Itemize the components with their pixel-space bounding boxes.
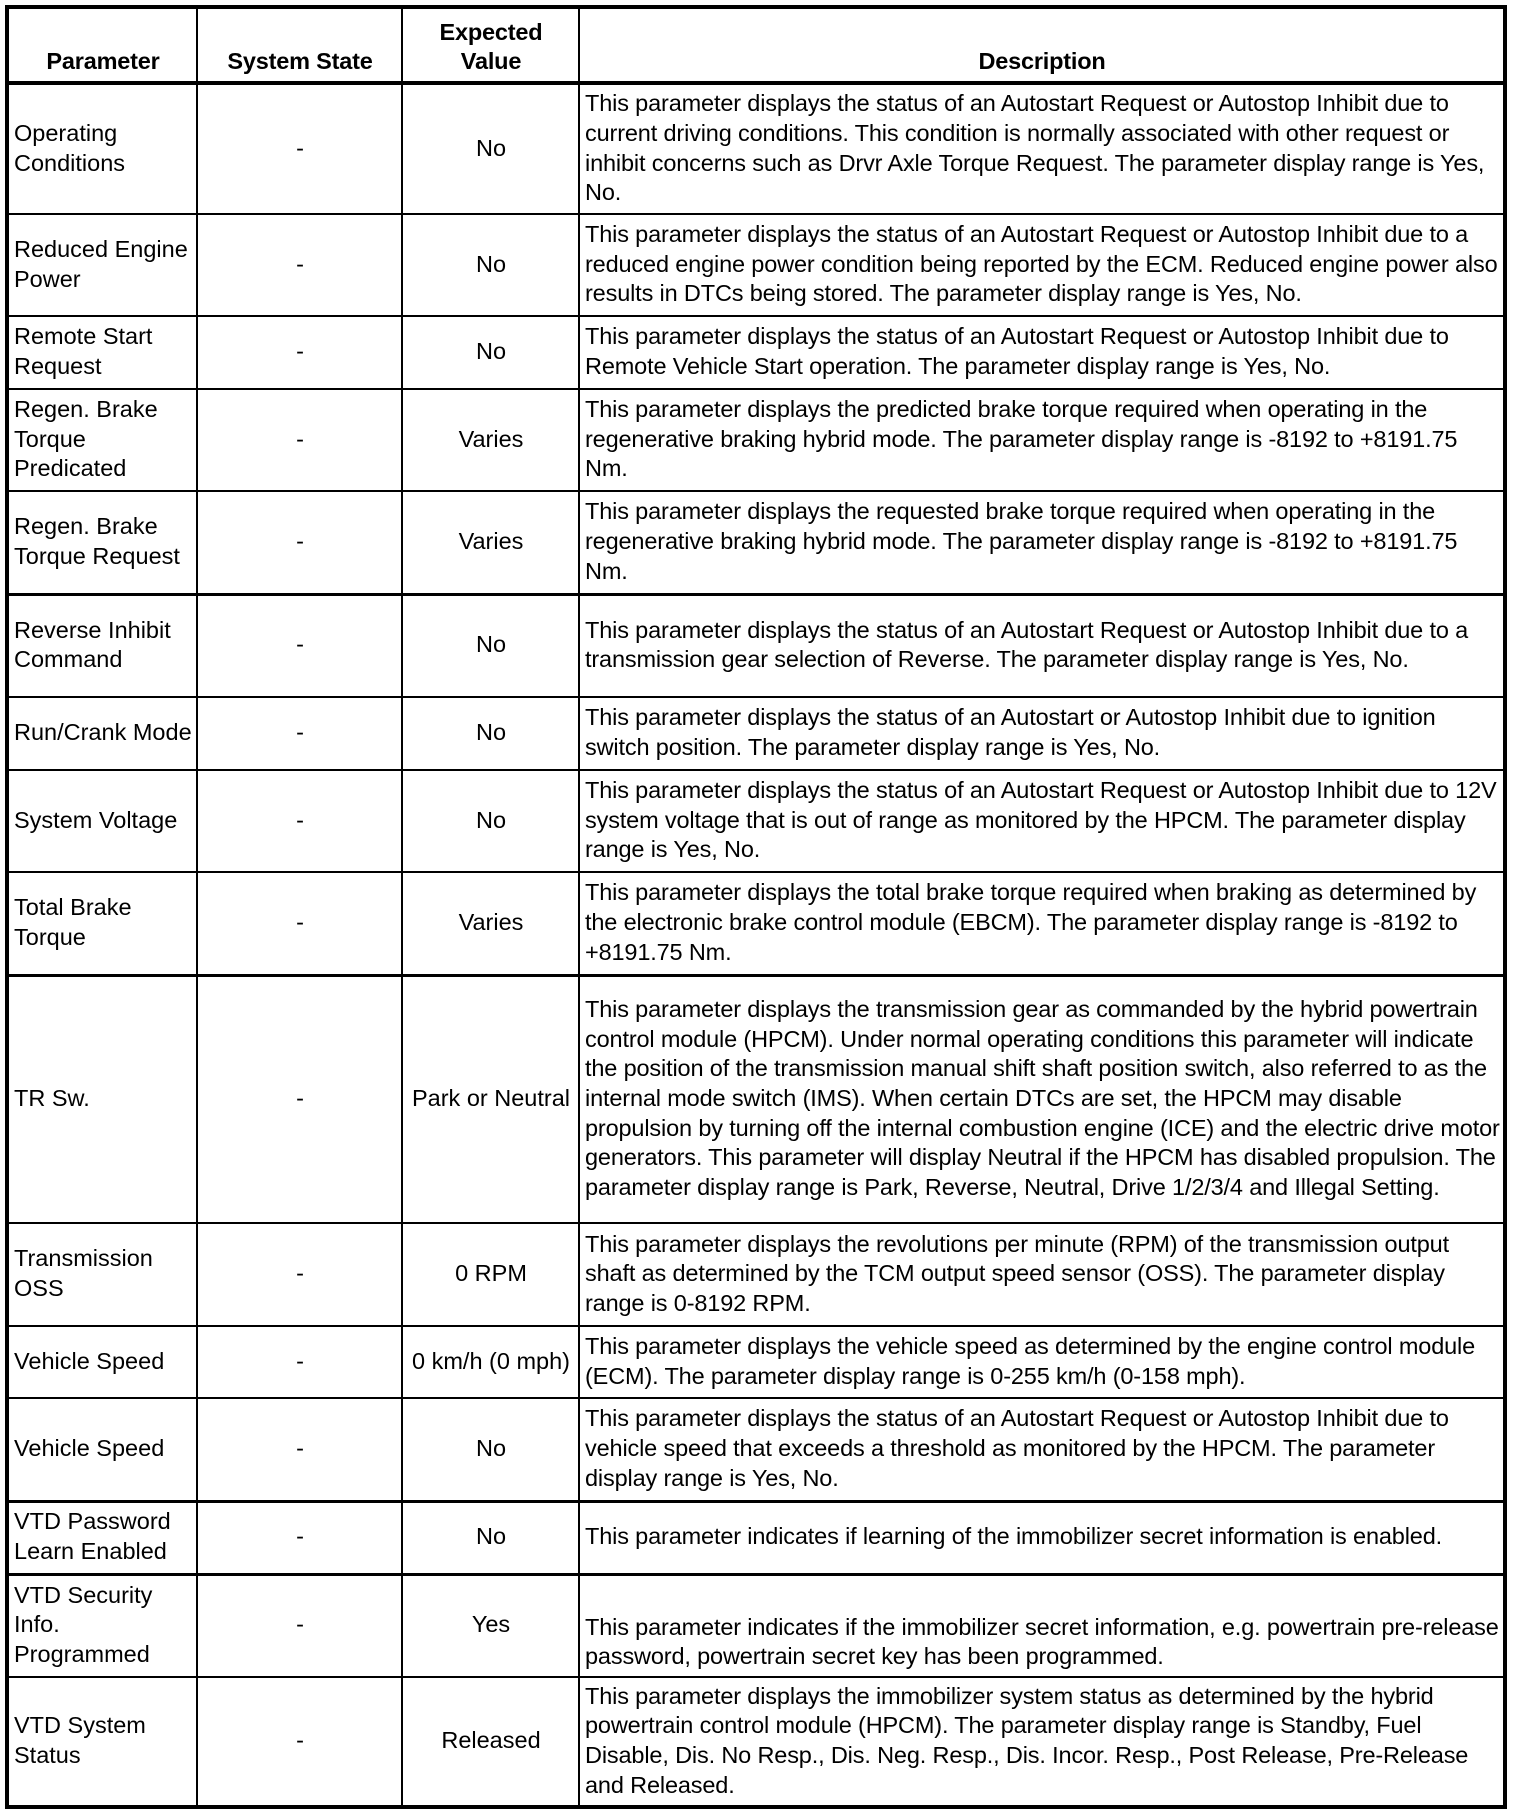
cell-description: This parameter displays the status of an Autostart Request or Autostop Inhibit due to a reduced engine power condition being reported by the ECM. Reduced engine power also results in DTCs being stored. The parameter display range is Yes, No. xyxy=(579,214,1505,316)
cell-parameter: Regen. Brake Torque Request xyxy=(7,491,197,594)
table-row xyxy=(7,1501,1505,1574)
cell-expected-value: Varies xyxy=(402,491,579,594)
cell-expected-value: No xyxy=(402,1501,579,1574)
cell-parameter: Vehicle Speed xyxy=(7,1326,197,1398)
cell-parameter: Reduced Engine Power xyxy=(7,214,197,316)
table-row xyxy=(7,1398,1505,1501)
cell-parameter: Reverse Inhibit Command xyxy=(7,594,197,697)
table-row xyxy=(7,83,1505,214)
header-row xyxy=(7,7,1505,83)
header-description: Description xyxy=(579,7,1505,83)
cell-description: This parameter displays the total brake torque required when braking as determined by the electronic brake control module (EBCM). The parameter display range is -8192 to +8191.75 Nm. xyxy=(579,872,1505,975)
cell-expected-value: No xyxy=(402,316,579,389)
cell-parameter: System Voltage xyxy=(7,770,197,872)
cell-expected-value: No xyxy=(402,594,579,697)
table-row xyxy=(7,316,1505,389)
table-row xyxy=(7,975,1505,1223)
cell-parameter: Vehicle Speed xyxy=(7,1398,197,1501)
cell-expected-value: 0 km/h (0 mph) xyxy=(402,1326,579,1398)
cell-description: This parameter displays the transmission gear as commanded by the hybrid powertrain control module (HPCM). Under normal operating conditions this parameter will indicate the position of the transmission manual shift shaft position switch, also referred to as the internal mode switch (IMS). When certain DTCs are set, the HPCM may disable propulsion by turning off the internal combustion engine (ICE) and the electric drive motor generators. This parameter will display Neutral if the HPCM has disabled propulsion. The parameter display range is Park, Reverse, Neutral, Drive 1/2/3/4 and Illegal Setting. xyxy=(579,975,1505,1223)
cell-description: This parameter displays the status of an Autostart Request or Autostop Inhibit due to Remote Vehicle Start operation. The parameter display range is Yes, No. xyxy=(579,316,1505,389)
table-row xyxy=(7,1574,1505,1677)
cell-system-state: - xyxy=(197,1677,402,1807)
cell-description: This parameter displays the revolutions per minute (RPM) of the transmission output shaft as determined by the TCM output speed sensor (OSS). The parameter display range is 0-8192 RPM. xyxy=(579,1223,1505,1326)
cell-system-state: - xyxy=(197,316,402,389)
cell-expected-value: Park or Neutral xyxy=(402,975,579,1223)
cell-parameter: Run/Crank Mode xyxy=(7,697,197,770)
table-row xyxy=(7,491,1505,594)
cell-description: This parameter displays the status of an Autostart Request or Autostop Inhibit due to 12V system voltage that is out of range as monitored by the HPCM. The parameter display range is Yes, No. xyxy=(579,770,1505,872)
cell-system-state: - xyxy=(197,214,402,316)
header-system-state: System State xyxy=(197,7,402,83)
cell-description: This parameter indicates if learning of the immobilizer secret information is enabled. xyxy=(579,1501,1505,1574)
cell-system-state: - xyxy=(197,697,402,770)
cell-parameter: Transmission OSS xyxy=(7,1223,197,1326)
cell-expected-value: No xyxy=(402,697,579,770)
table-row xyxy=(7,697,1505,770)
cell-system-state: - xyxy=(197,491,402,594)
cell-parameter: Regen. Brake Torque Predicated xyxy=(7,389,197,491)
cell-expected-value: Released xyxy=(402,1677,579,1807)
cell-expected-value: No xyxy=(402,214,579,316)
cell-description: This parameter indicates if the immobilizer secret information, e.g. powertrain pre-release password, powertrain secret key has been programmed. xyxy=(579,1574,1505,1677)
cell-expected-value: No xyxy=(402,770,579,872)
table-row xyxy=(7,594,1505,697)
cell-expected-value: Yes xyxy=(402,1574,579,1677)
cell-expected-value: Varies xyxy=(402,872,579,975)
cell-parameter: VTD Password Learn Enabled xyxy=(7,1501,197,1574)
cell-parameter: TR Sw. xyxy=(7,975,197,1223)
cell-description: This parameter displays the status of an Autostart Request or Autostop Inhibit due to a transmission gear selection of Reverse. The parameter display range is Yes, No. xyxy=(579,594,1505,697)
cell-description: This parameter displays the vehicle speed as determined by the engine control module (ECM). The parameter display range is 0-255 km/h (0-158 mph). xyxy=(579,1326,1505,1398)
cell-system-state: - xyxy=(197,1398,402,1501)
parameter-table xyxy=(5,5,1507,1809)
cell-parameter: Operating Conditions xyxy=(7,83,197,214)
cell-system-state: - xyxy=(197,975,402,1223)
header-expected-value: Expected Value xyxy=(402,7,579,83)
cell-description: This parameter displays the status of an Autostart Request or Autostop Inhibit due to vehicle speed that exceeds a threshold as monitored by the HPCM. The parameter display range is Yes, No. xyxy=(579,1398,1505,1501)
table-row xyxy=(7,1677,1505,1807)
table-row xyxy=(7,872,1505,975)
table-row xyxy=(7,770,1505,872)
cell-parameter: Total Brake Torque xyxy=(7,872,197,975)
table-header xyxy=(7,7,1505,83)
cell-system-state: - xyxy=(197,1223,402,1326)
header-parameter: Parameter xyxy=(7,7,197,83)
cell-system-state: - xyxy=(197,594,402,697)
cell-parameter: Remote Start Request xyxy=(7,316,197,389)
cell-expected-value: No xyxy=(402,1398,579,1501)
cell-system-state: - xyxy=(197,389,402,491)
cell-description: This parameter displays the requested brake torque required when operating in the regenerative braking hybrid mode. The parameter display range is -8192 to +8191.75 Nm. xyxy=(579,491,1505,594)
cell-expected-value: No xyxy=(402,83,579,214)
cell-expected-value: 0 RPM xyxy=(402,1223,579,1326)
cell-description: This parameter displays the immobilizer system status as determined by the hybrid powertrain control module (HPCM). The parameter display range is Standby, Fuel Disable, Dis. No Resp., Dis. Neg. Resp., Dis. Incor. Resp., Post Release, Pre-Release and Released. xyxy=(579,1677,1505,1807)
table-row xyxy=(7,1223,1505,1326)
table-body xyxy=(7,83,1505,1807)
cell-expected-value: Varies xyxy=(402,389,579,491)
cell-description: This parameter displays the status of an Autostart or Autostop Inhibit due to ignition switch position. The parameter display range is Yes, No. xyxy=(579,697,1505,770)
cell-system-state: - xyxy=(197,1326,402,1398)
cell-system-state: - xyxy=(197,770,402,872)
table-row xyxy=(7,1326,1505,1398)
table-row xyxy=(7,389,1505,491)
table-row xyxy=(7,214,1505,316)
cell-parameter: VTD System Status xyxy=(7,1677,197,1807)
cell-description: This parameter displays the predicted brake torque required when operating in the regenerative braking hybrid mode. The parameter display range is -8192 to +8191.75 Nm. xyxy=(579,389,1505,491)
cell-system-state: - xyxy=(197,872,402,975)
cell-system-state: - xyxy=(197,1574,402,1677)
cell-system-state: - xyxy=(197,83,402,214)
cell-description: This parameter displays the status of an Autostart Request or Autostop Inhibit due to current driving conditions. This condition is normally associated with other request or inhibit concerns such as Drvr Axle Torque Request. The parameter display range is Yes, No. xyxy=(579,83,1505,214)
cell-system-state: - xyxy=(197,1501,402,1574)
cell-parameter: VTD Security Info. Programmed xyxy=(7,1574,197,1677)
